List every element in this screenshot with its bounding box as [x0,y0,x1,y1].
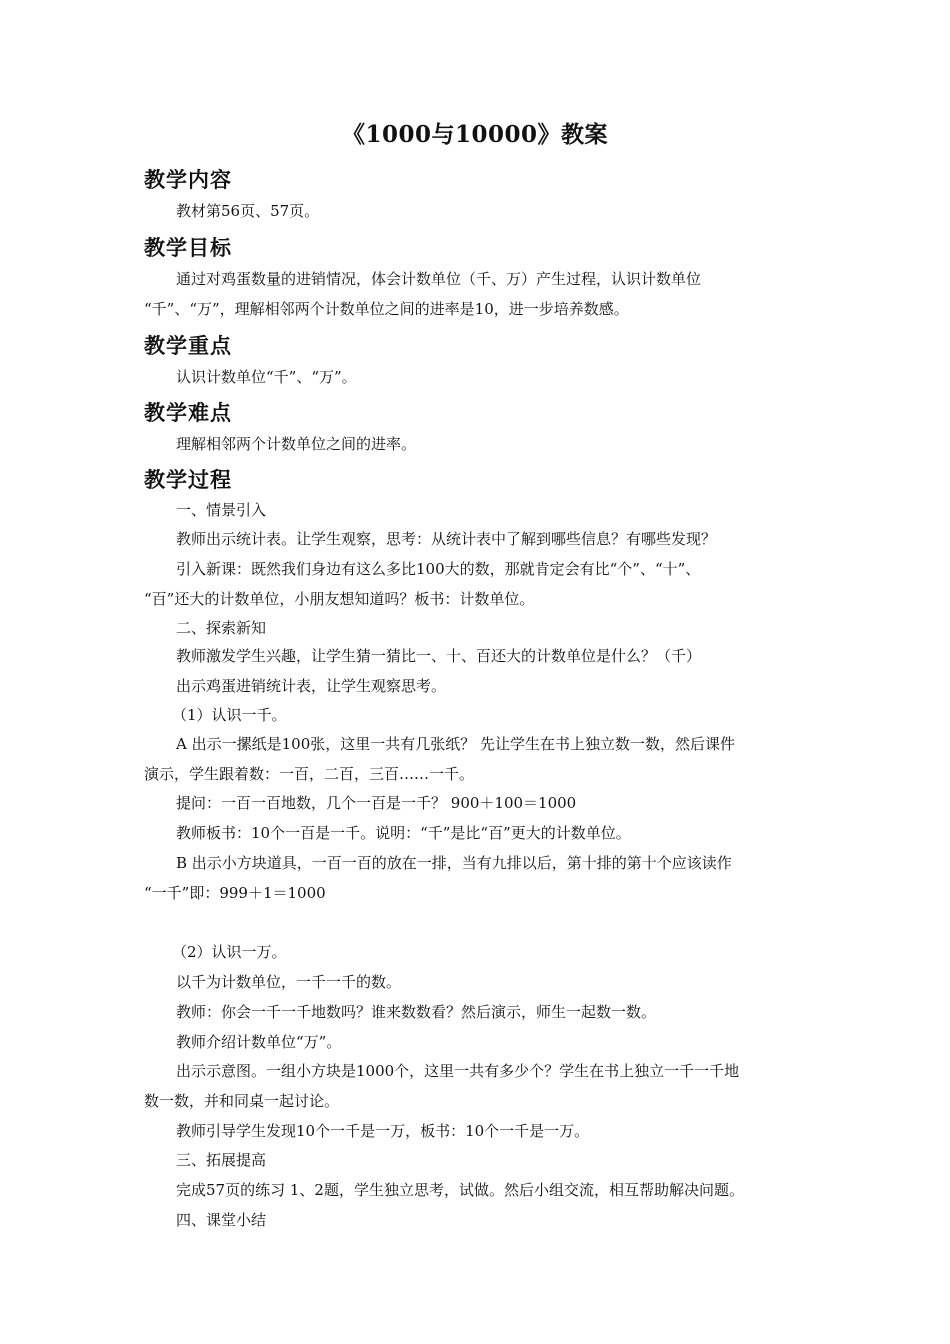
key-points-line: 认识计数单位“千”、“万”。 [176,368,357,386]
process-line: 以千为计数单位，一千一千的数。 [176,973,402,991]
process-line: 教师引导学生发现10个一千是一万，板书：10个一千是一万。 [176,1122,590,1140]
section-heading-process: 教学过程 [144,468,232,492]
process-subheading: 三、拓展提高 [176,1151,267,1169]
process-line: 引入新课：既然我们身边有这么多比100大的数，那就肯定会有比“个”、“十”、 [176,560,701,578]
document-title: 《1000与10000》教案 [341,121,609,148]
process-line: “一千”即：999＋1＝1000 [144,884,326,902]
process-line: 提问：一百一百地数，几个一百是一千？ 900＋100＝1000 [176,794,577,812]
difficulties-line: 理解相邻两个计数单位之间的进率。 [176,435,417,453]
process-line: 教师板书：10个一百是一千。说明：“千”是比“百”更大的计数单位。 [176,824,631,842]
section-heading-key-points: 教学重点 [144,334,232,358]
goals-line: “千”、“万”，理解相邻两个计数单位之间的进率是10，进一步培养数感。 [144,300,629,318]
process-line: 教师：你会一千一千地数吗？谁来数数看？然后演示，师生一起数一数。 [176,1003,657,1021]
process-subheading: （1）认识一千。 [172,706,287,724]
process-line: 出示示意图。一组小方块是1000个，这里一共有多少个？学生在书上独立一千一千地 [176,1062,740,1080]
process-line: 数一数，并和同桌一起讨论。 [144,1092,340,1110]
process-line: A 出示一摞纸是100张，这里一共有几张纸？ 先让学生在书上独立数一数，然后课件 [176,735,736,753]
section-heading-goals: 教学目标 [144,236,232,260]
section-heading-content: 教学内容 [144,168,232,192]
process-line: 教师激发学生兴趣，让学生猜一猜比一、十、百还大的计数单位是什么？（千） [176,647,702,665]
process-line: B 出示小方块道具，一百一百的放在一排，当有九排以后，第十排的第十个应该读作 [176,854,732,872]
process-line: 完成57页的练习 1、2题，学生独立思考，试做。然后小组交流，相互帮助解决问题。 [176,1181,744,1199]
goals-line: 通过对鸡蛋数量的进销情况，体会计数单位（千、万）产生过程，认识计数单位 [176,270,702,288]
process-line: 教师出示统计表。让学生观察，思考：从统计表中了解到哪些信息？有哪些发现？ [176,530,717,548]
process-subheading: 二、探索新知 [176,619,267,637]
process-line: 教师介绍计数单位“万”。 [176,1033,342,1051]
process-subheading: 一、情景引入 [176,501,267,519]
process-subheading: 四、课堂小结 [176,1211,267,1229]
process-subheading: （2）认识一万。 [172,943,287,961]
process-line: “百”还大的计数单位，小朋友想知道吗？板书：计数单位。 [144,590,535,608]
process-line: 演示，学生跟着数：一百，二百，三百……一千。 [144,765,475,783]
process-line: 出示鸡蛋进销统计表，让学生观察思考。 [176,677,447,695]
section-heading-difficulties: 教学难点 [144,401,232,425]
content-line: 教材第56页、57页。 [176,202,320,220]
